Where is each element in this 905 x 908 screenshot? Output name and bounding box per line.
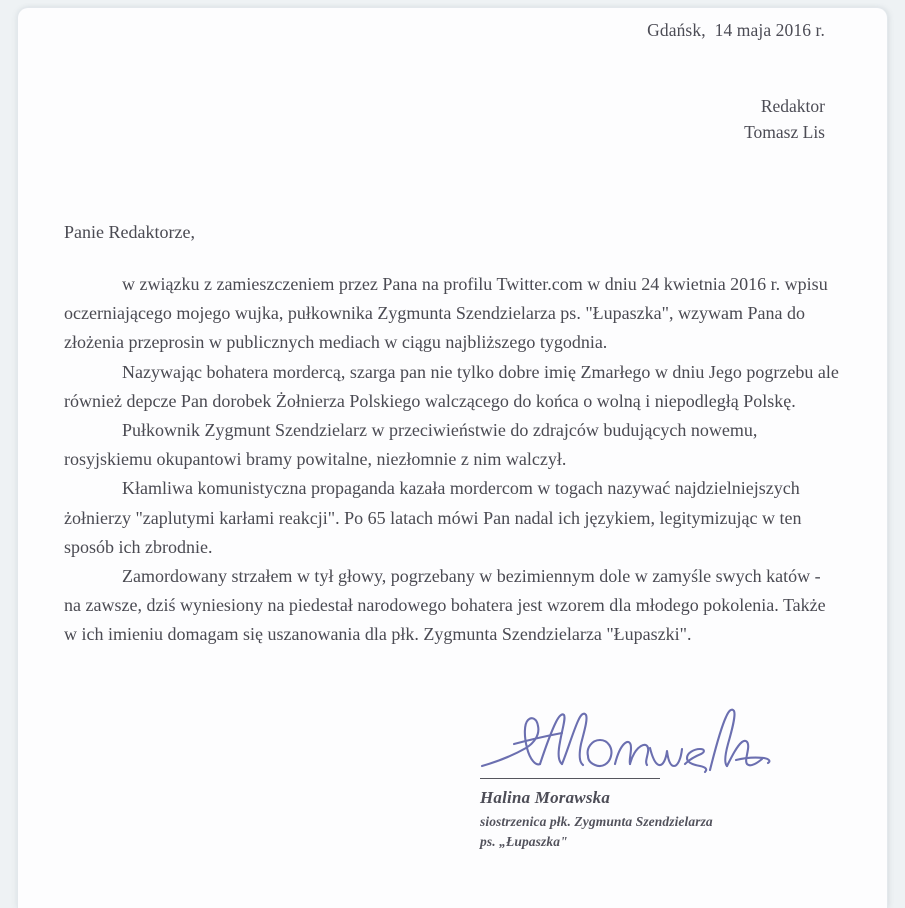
date-line: Gdańsk, 14 maja 2016 r. [647,20,825,40]
addressee-name: Tomasz Lis [744,122,825,142]
signer-role [480,812,798,852]
paragraph-2: Nazywając bohatera mordercą, szarga pan nie tylko dobre imię Zmarłego w dniu Jego pogrzebu ale również depcze Pan dorobek Żołnierza Polskiego walczącego do końca o wolną i niepodległą Polskę. [64,361,839,411]
signer-role-line-2: ps. „Łupaszka" [480,834,568,849]
paragraph-1: w związku z zamieszczeniem przez Pana na profilu Twitter.com w dniu 24 kwietnia 2016 r. wpisu oczerniającego mojego wujka, pułkownika Zygmunta Szendzielarza ps. "Łupaszka", wzywam Pana do złożenia przeprosin w publicznych mediach w ciągu najbliższego tygodnia. [64,274,828,353]
salutation: Panie Redaktorze, [64,222,195,242]
signature-block [468,704,798,852]
letter-content [18,8,887,908]
letter-page [18,8,887,908]
paragraph-4: Kłamliwa komunistyczna propaganda kazała mordercom w togach nazywać najdzielniejszych żołnierzy "zaplutymi karłami reakcji". Po 65 latach mówi Pan nadal ich językiem, legitymizując w ten sposób ich zbrodnie. [64,478,802,557]
signer-role-line-1: siostrzenica płk. Zygmunta Szendzielarza [480,814,713,829]
addressee-title: Redaktor [760,96,825,116]
addressee-block [744,93,825,145]
paragraph-3: Pułkownik Zygmunt Szendzielarz w przeciwieństwie do zdrajców budujących nowemu, rosyjskiemu okupantowi bramy powitalne, niezłomnie z nim walczył. [64,420,758,470]
signature-rule [480,778,660,779]
letter-body [64,270,842,650]
paragraph-5: Zamordowany strzałem w tył głowy, pogrzebany w bezimiennym dole w zamyśle swych katów - na zawsze, dziś wyniesiony na piedestał narodowego bohatera jest wzorem dla młodego pokolenia. Także w ich imieniu domagam się uszanowania dla płk. Zygmunta Szendzielarza "Łupaszki". [64,566,826,645]
handwritten-signature-icon [474,704,798,778]
signer-name: Halina Morawska [480,788,611,807]
